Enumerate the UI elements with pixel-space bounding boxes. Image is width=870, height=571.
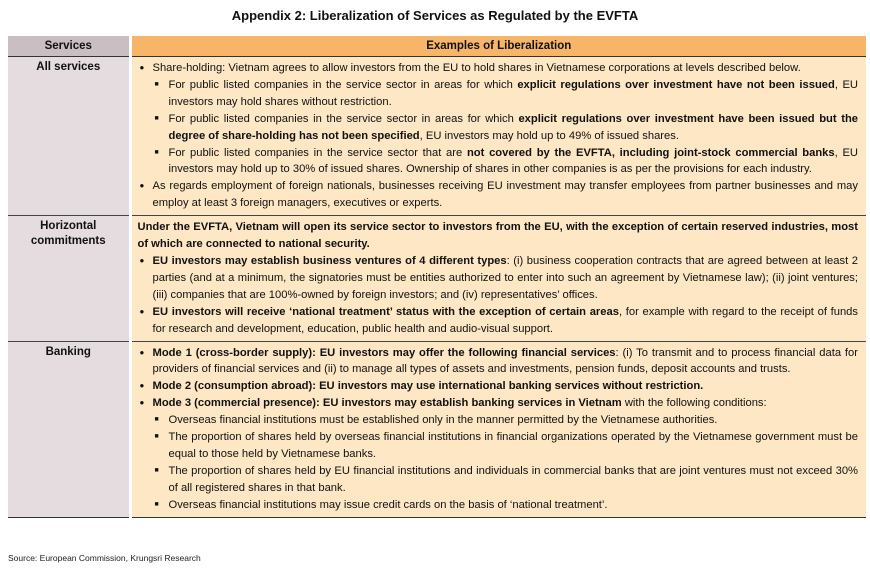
text: Share-holding: Vietnam agrees to allow investors from the EU to hold shares in Vietnamese corporations at levels described below. xyxy=(152,62,801,74)
examples-list xyxy=(138,253,859,338)
header-examples: Examples of Liberalization xyxy=(130,36,866,57)
sub-bullet-item xyxy=(138,77,859,111)
service-name: Banking xyxy=(8,341,130,517)
table-row-all-services xyxy=(8,57,866,216)
bold-text: not covered by the EVFTA, including joint-stock commercial banks xyxy=(466,146,835,159)
text: , EU investors may hold shares without restriction. xyxy=(168,78,858,108)
bold-text: explicit regulations over investment have been issued but the degree of share-holding has not been specified xyxy=(168,112,858,142)
bullet-item xyxy=(138,395,859,412)
bold-text: EU investors will receive ‘national treatment’ status with the exception of certain areas xyxy=(152,305,619,318)
text: , EU investors may hold up to 49% of issued shares. xyxy=(419,129,679,142)
sub-bullet-item xyxy=(138,497,859,514)
bold-text: explicit regulations over investment have not been issued xyxy=(517,78,835,91)
table-header-row xyxy=(8,36,866,57)
text: with the following conditions: xyxy=(621,397,767,410)
sub-bullet-item xyxy=(138,463,859,497)
bullet-item xyxy=(138,60,859,77)
examples-cell xyxy=(130,341,866,517)
header-services: Services xyxy=(8,36,130,57)
bold-text: Mode 3 (commercial presence): EU investors may establish banking services in Vietnam xyxy=(152,397,622,410)
table-row-horizontal-commitments xyxy=(8,216,866,341)
service-name: Horizontal commitments xyxy=(8,216,130,341)
examples-cell xyxy=(130,57,866,216)
bullet-item xyxy=(138,345,859,379)
text: , EU investors may hold up to 30% of issued shares. Ownership of shares in other companies is as per the provisions for each industry. xyxy=(168,146,858,176)
bullet-item xyxy=(138,178,859,212)
bold-text: EU investors may establish business ventures of 4 different types xyxy=(152,254,507,267)
text: : (i) To transmit and to process financial data for providers of financial services and (ii) to manage all types of assets and investments, pension funds, deposit accounts and trusts. xyxy=(152,346,858,376)
table-row-banking xyxy=(8,341,866,517)
text: For public listed companies in the service sector in areas for which xyxy=(168,78,518,91)
liberalization-table xyxy=(8,36,866,518)
text: Overseas financial institutions may issue credit cards on the basis of ‘national treatment’. xyxy=(168,498,608,511)
text: As regards employment of foreign nationals, businesses receiving EU investment may transfer employees from partner businesses and may employ at least 3 foreign managers, executives or experts. xyxy=(152,180,858,210)
examples-list xyxy=(138,60,859,212)
sub-bullet-item xyxy=(138,145,859,179)
bullet-item xyxy=(138,304,859,338)
text: : (i) business cooperation contracts that are agreed between at least 2 parties (and at a minimum, the signatories must be entities authorized to enter into such an agreement by Vietnamese law); (ii) joint ventures; (iii) companies that are 100%-owned by foreign investors; and (iv) representatives’ offices. xyxy=(152,254,858,301)
text: For public listed companies in the service sector in areas for which xyxy=(168,112,519,125)
bold-text: Mode 1 (cross-border supply): EU investors may offer the following financial services xyxy=(152,346,616,359)
bullet-item xyxy=(138,378,859,395)
text: , for example with regard to the receipt of funds for research and development, education, public health and audio-visual support. xyxy=(152,305,858,335)
service-name: All services xyxy=(8,57,130,216)
text: The proportion of shares held by EU financial institutions and individuals in commercial banks that are joint ventures must not exceed 30% of all registered shares in that bank. xyxy=(168,464,858,494)
text: Overseas financial institutions must be established only in the manner permitted by the Vietnamese authorities. xyxy=(168,414,718,427)
sub-bullet-item xyxy=(138,429,859,463)
page-title: Appendix 2: Liberalization of Services as Regulated by the EVFTA xyxy=(231,8,639,23)
sub-bullet-item xyxy=(138,111,859,145)
sub-bullet-item xyxy=(138,412,859,429)
source-note: Source: European Commission, Krungsri Research xyxy=(8,553,201,563)
bullet-item xyxy=(138,253,859,304)
lead-paragraph: Under the EVFTA, Vietnam will open its service sector to investors from the EU, with the exception of certain reserved industries, most of which are connected to national security. xyxy=(137,221,858,251)
examples-list xyxy=(138,345,859,514)
examples-cell xyxy=(130,216,866,341)
text: The proportion of shares held by overseas financial institutions in financial organizations operated by the Vietnamese government must be equal to those held by Vietnamese banks. xyxy=(168,431,858,460)
text: For public listed companies in the service sector that are xyxy=(168,146,467,159)
bold-text: Mode 2 (consumption abroad): EU investors may use international banking services without restriction. xyxy=(152,380,704,393)
